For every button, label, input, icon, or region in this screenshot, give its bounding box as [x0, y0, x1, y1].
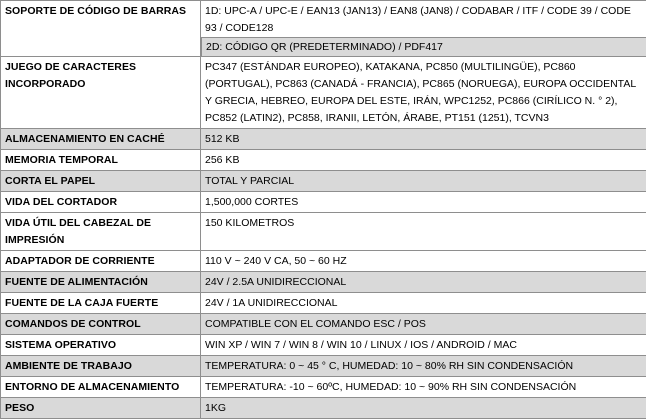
spec-value: TEMPERATURA: 0 ~ 45 ° C, HUMEDAD: 10 ~ 80% RH SIN CONDENSACIÓN: [201, 356, 646, 377]
table-row: [1, 192, 646, 213]
table-row: [1, 171, 646, 192]
spec-label: FUENTE DE ALIMENTACIÓN: [1, 272, 201, 293]
spec-label: SISTEMA OPERATIVO: [1, 335, 201, 356]
table-row: [1, 335, 646, 356]
table-row: [1, 293, 646, 314]
spec-label: PESO: [1, 398, 201, 419]
spec-label: JUEGO DE CARACTERES INCORPORADO: [1, 57, 201, 129]
spec-value: 110 V ~ 240 V CA, 50 ~ 60 HZ: [201, 251, 646, 272]
spec-label: AMBIENTE DE TRABAJO: [1, 356, 201, 377]
spec-value: 24V / 1A UNIDIRECCIONAL: [201, 293, 646, 314]
spec-value: COMPATIBLE CON EL COMANDO ESC / POS: [201, 314, 646, 335]
spec-value: WIN XP / WIN 7 / WIN 8 / WIN 10 / LINUX / IOS / ANDROID / MAC: [201, 335, 646, 356]
table-row: [1, 150, 646, 171]
spec-label: VIDA ÚTIL DEL CABEZAL DE IMPRESIÓN: [1, 213, 201, 251]
spec-label: MEMORIA TEMPORAL: [1, 150, 201, 171]
spec-value: 150 KILOMETROS: [201, 213, 646, 251]
table-row: [1, 129, 646, 150]
table-row-barcode: [1, 1, 646, 57]
spec-value: TOTAL Y PARCIAL: [201, 171, 646, 192]
spec-value: PC347 (ESTÁNDAR EUROPEO), KATAKANA, PC850 (MULTILINGÜE), PC860 (PORTUGAL), PC863 (CANADÁ - FRANCIA), PC865 (NORUEGA), EUROPA OCCIDENTAL Y GRECIA, HEBREO, EUROPA DEL ESTE, IRÁN, WPC1252, PC866 (CIRÍLICO N. ° 2), PC852 (LATIN2), PC858, IRANII, LETÓN, ÁRABE, PT151 (1251), TCVN3: [201, 57, 646, 129]
spec-value-barcode: [201, 1, 646, 57]
spec-label: ALMACENAMIENTO EN CACHÉ: [1, 129, 201, 150]
table-row: [1, 272, 646, 293]
spec-label: ENTORNO DE ALMACENAMIENTO: [1, 377, 201, 398]
spec-value: 1,500,000 CORTES: [201, 192, 646, 213]
spec-label: ADAPTADOR DE CORRIENTE: [1, 251, 201, 272]
spec-label: COMANDOS DE CONTROL: [1, 314, 201, 335]
spec-value: 512 KB: [201, 129, 646, 150]
spec-value: 24V / 2.5A UNIDIRECCIONAL: [201, 272, 646, 293]
spec-label: VIDA DEL CORTADOR: [1, 192, 201, 213]
barcode-2d-value: 2D: CÓDIGO QR (PREDETERMINADO) / PDF417: [201, 37, 646, 56]
table-row: [1, 57, 646, 129]
spec-value: 1KG: [201, 398, 646, 419]
spec-value: TEMPERATURA: -10 ~ 60ºC, HUMEDAD: 10 ~ 90% RH SIN CONDENSACIÓN: [201, 377, 646, 398]
table-row: [1, 213, 646, 251]
barcode-1d-value: 1D: UPC-A / UPC-E / EAN13 (JAN13) / EAN8 (JAN8) / CODABAR / ITF / CODE 39 / CODE 93 / CODE128: [201, 1, 646, 37]
table-row: [1, 251, 646, 272]
spec-value: 256 KB: [201, 150, 646, 171]
spec-label-barcode: SOPORTE DE CÓDIGO DE BARRAS: [1, 1, 201, 57]
spec-label: FUENTE DE LA CAJA FUERTE: [1, 293, 201, 314]
spec-label: CORTA EL PAPEL: [1, 171, 201, 192]
table-row: [1, 356, 646, 377]
table-row: [1, 398, 646, 419]
table-row: [1, 314, 646, 335]
table-row: [1, 377, 646, 398]
